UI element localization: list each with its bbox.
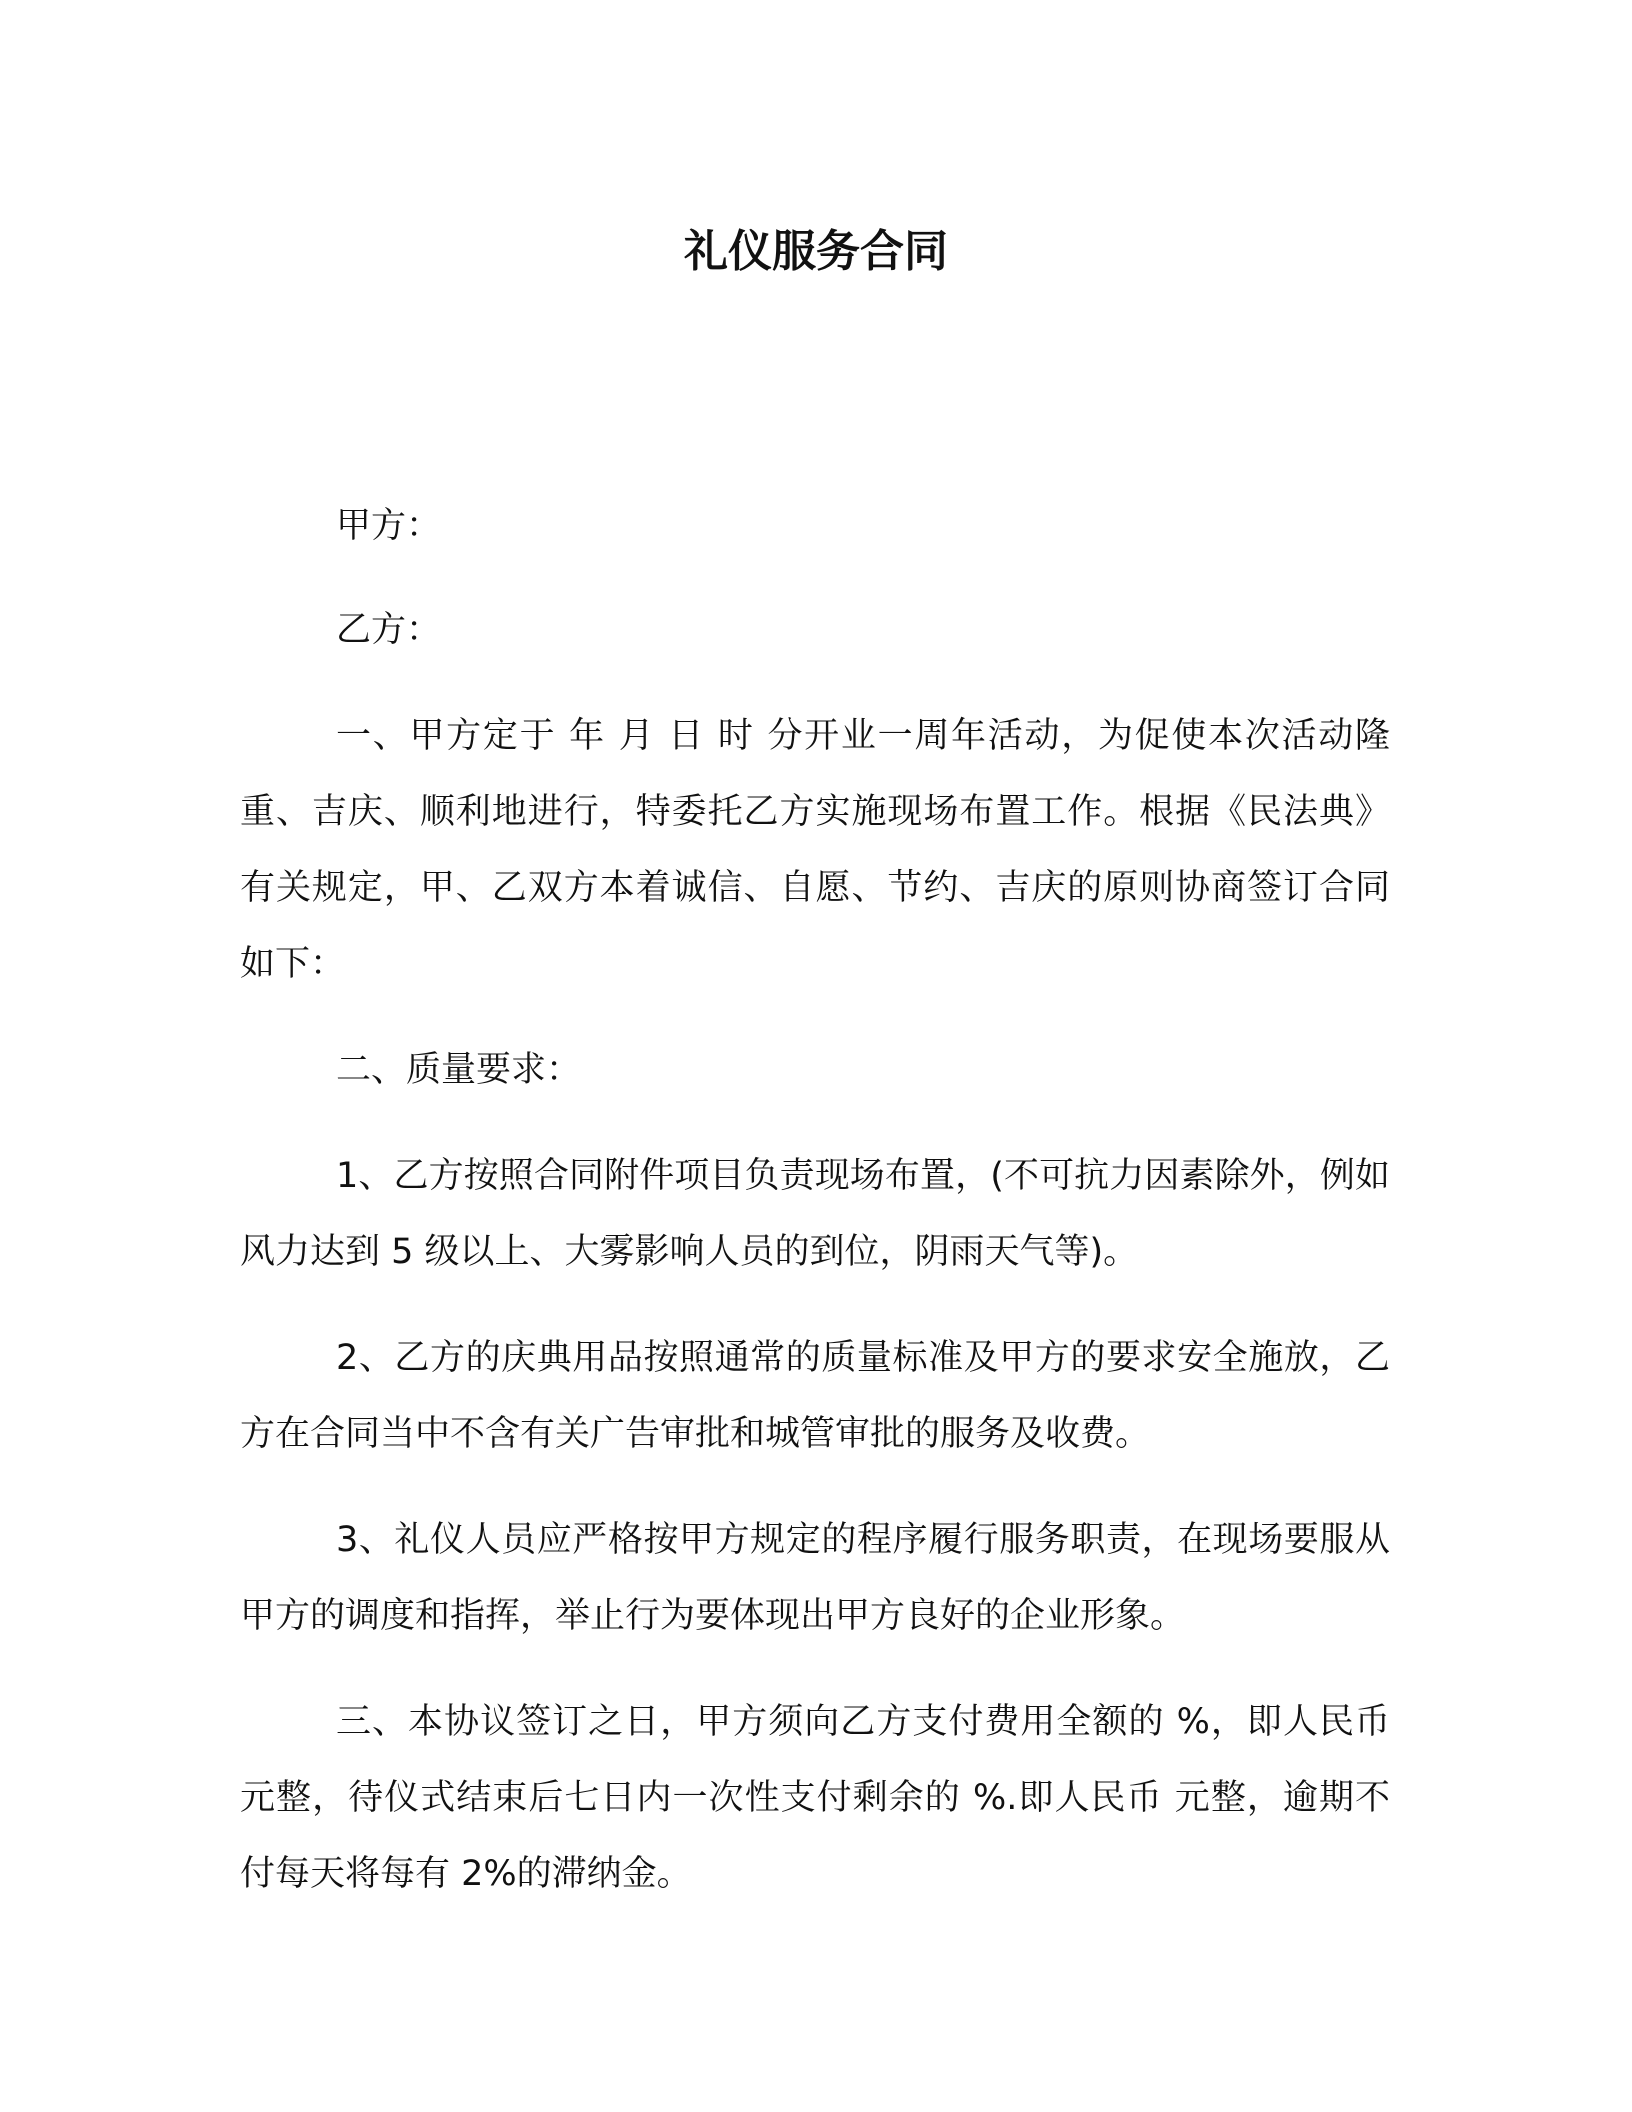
clause-3-payment: 三、本协议签订之日，甲方须向乙方支付费用全额的 %，即人民币 元整，待仪式结束后七日内一次性支付剩余的 %.即人民币 元整，逾期不付每天将每有 2%的滞纳金。 — [240, 1702, 1390, 1894]
clause-1-intro: 一、甲方定于 年 月 日 时 分开业一周年活动，为促使本次活动隆重、吉庆、顺利地进行，特委托乙方实施现场布置工作。根据《民法典》有关规定，甲、乙双方本着诚信、自愿、节约、吉庆的原则协商签订合同如下： — [240, 716, 1390, 984]
document-body — [240, 488, 1390, 1912]
clause-2-item-1: 1、乙方按照合同附件项目负责现场布置，(不可抗力因素除外，例如风力达到 5 级以上、大雾影响人员的到位，阴雨天气等)。 — [240, 1156, 1390, 1272]
document-title: 礼仪服务合同 — [684, 226, 948, 277]
clause-2-item-2: 2、乙方的庆典用品按照通常的质量标准及甲方的要求安全施放，乙方在合同当中不含有关广告审批和城管审批的服务及收费。 — [240, 1338, 1390, 1454]
clause-2-item-3: 3、礼仪人员应严格按甲方规定的程序履行服务职责，在现场要服从甲方的调度和指挥，举止行为要体现出甲方良好的企业形象。 — [240, 1520, 1390, 1636]
clause-2-heading: 二、质量要求： — [336, 1050, 582, 1090]
party-b-line: 乙方： — [336, 610, 442, 650]
party-a-line: 甲方： — [336, 506, 442, 546]
